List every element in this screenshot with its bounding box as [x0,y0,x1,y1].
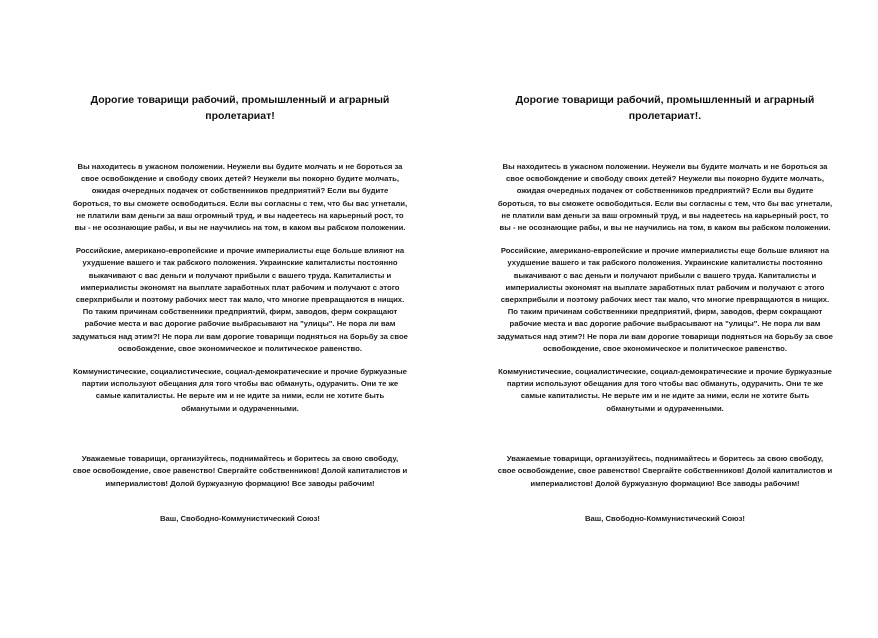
paragraph-parties: Коммунистические, социалистические, социал-демократические и прочие буржуазные партии используют обещания для того чтобы вас обмануть, одурачить. Они те же самые капиталисты. Не верьте им и не идите за ними, если не хотите быть обманутыми и одураченными. [498,367,832,413]
signature: Ваш, Свободно-Коммунистический Союз! [159,513,320,523]
paragraph-imperialists: Российские, американо-европейские и прочие империалисты еще больше влияют на ухудшение вашего и так рабского положения. Украинские капиталисты постоянно выкачивают с вас деньги и получают прибыли с вашего труда. Капиталисты и империалисты экономят на выплате заработных плат рабочим и получают с этого сверхприбыли и поэтому рабочих мест так мало, что многие превращаются в нищих. По таким причинам собственники предприятий, фирм, заводов, ферм сокращают рабочие места и вас дорогие рабочие выбрасывают на "улицы". Не пора ли вам задуматься над этим?! Не пора ли вам дорогие товарищи подняться на борьбу за свое освобождение, свое экономическое и политическое равенство. [72,246,408,353]
paragraph-situation: Вы находитесь в ужасном положении. Неужели вы будите молчать и не бороться за свое освобождение и свободу своих детей? Неужели вы покорно будите молчать, ожидая очередных подачек от собственников предприятий? Если вы будите бороться, то вы сможете освободиться. Если вы согласны с тем, что бы вас угнетали, не платили вам деньги за ваш огромный труд, и вы надеетесь на карьерный рост, то вы - не осознающие рабы, и вы не научились на том, в каком вы рабском положении. [497,162,833,233]
paragraph-parties: Коммунистические, социалистические, социал-демократические и прочие буржуазные партии используют обещания для того чтобы вас обмануть, одурачить. Они те же самые капиталисты. Не верьте им и не идите за ними, если не хотите быть обманутыми и одураченными. [73,367,407,413]
leaflet-right-content [497,92,833,525]
leaflet-left-content [72,92,408,525]
appeal-call: Уважаемые товарищи, организуйтесь, поднимайтесь и боритесь за свою свободу, свое освобождение, свое равенство! Свергайте собственников! Долой капиталистов и империалистов! Долой буржуазную формацию! Все заводы рабочим! [72,453,408,489]
leaflet-title: Дорогие товарищи рабочий, промышленный и аграрный пролетариат!. [515,94,815,122]
leaflet-right [439,0,878,638]
paragraph-imperialists: Российские, американо-европейские и прочие империалисты еще больше влияют на ухудшение вашего и так рабского положения. Украинские капиталисты постоянно выкачивают с вас деньги и получают прибыли с вашего труда. Капиталисты и империалисты экономят на выплате заработных плат рабочим и получают с этого сверхприбыли и поэтому рабочих мест так мало, что многие превращаются в нищих. По таким причинам собственники предприятий, фирм, заводов, ферм сокращают рабочие места и вас дорогие рабочие выбрасывают на "улицы". Не пора ли вам задуматься над этим?! Не пора ли вам дорогие товарищи подняться на борьбу за свое освобождение, свое экономическое и политическое равенство. [497,246,833,353]
appeal-call: Уважаемые товарищи, организуйтесь, поднимайтесь и боритесь за свою свободу, свое освобождение, свое равенство! Свергайте собственников! Долой капиталистов и империалистов! Долой буржуазную формацию! Все заводы рабочим! [497,453,833,489]
paragraph-situation: Вы находитесь в ужасном положении. Неужели вы будите молчать и не бороться за свое освобождение и свободу своих детей? Неужели вы покорно будите молчать, ожидая очередных подачек от собственников предприятий? Если вы будите бороться, то вы сможете освободиться. Если вы согласны с тем, что бы вас угнетали, не платили вам деньги за ваш огромный труд, и вы надеетесь на карьерный рост, то вы - не осознающие рабы, и вы не научились на том, в каком вы рабском положении. [72,162,408,233]
leaflet-title: Дорогие товарищи рабочий, промышленный и аграрный пролетариат! [90,94,390,122]
signature: Ваш, Свободно-Коммунистический Союз! [584,513,745,523]
